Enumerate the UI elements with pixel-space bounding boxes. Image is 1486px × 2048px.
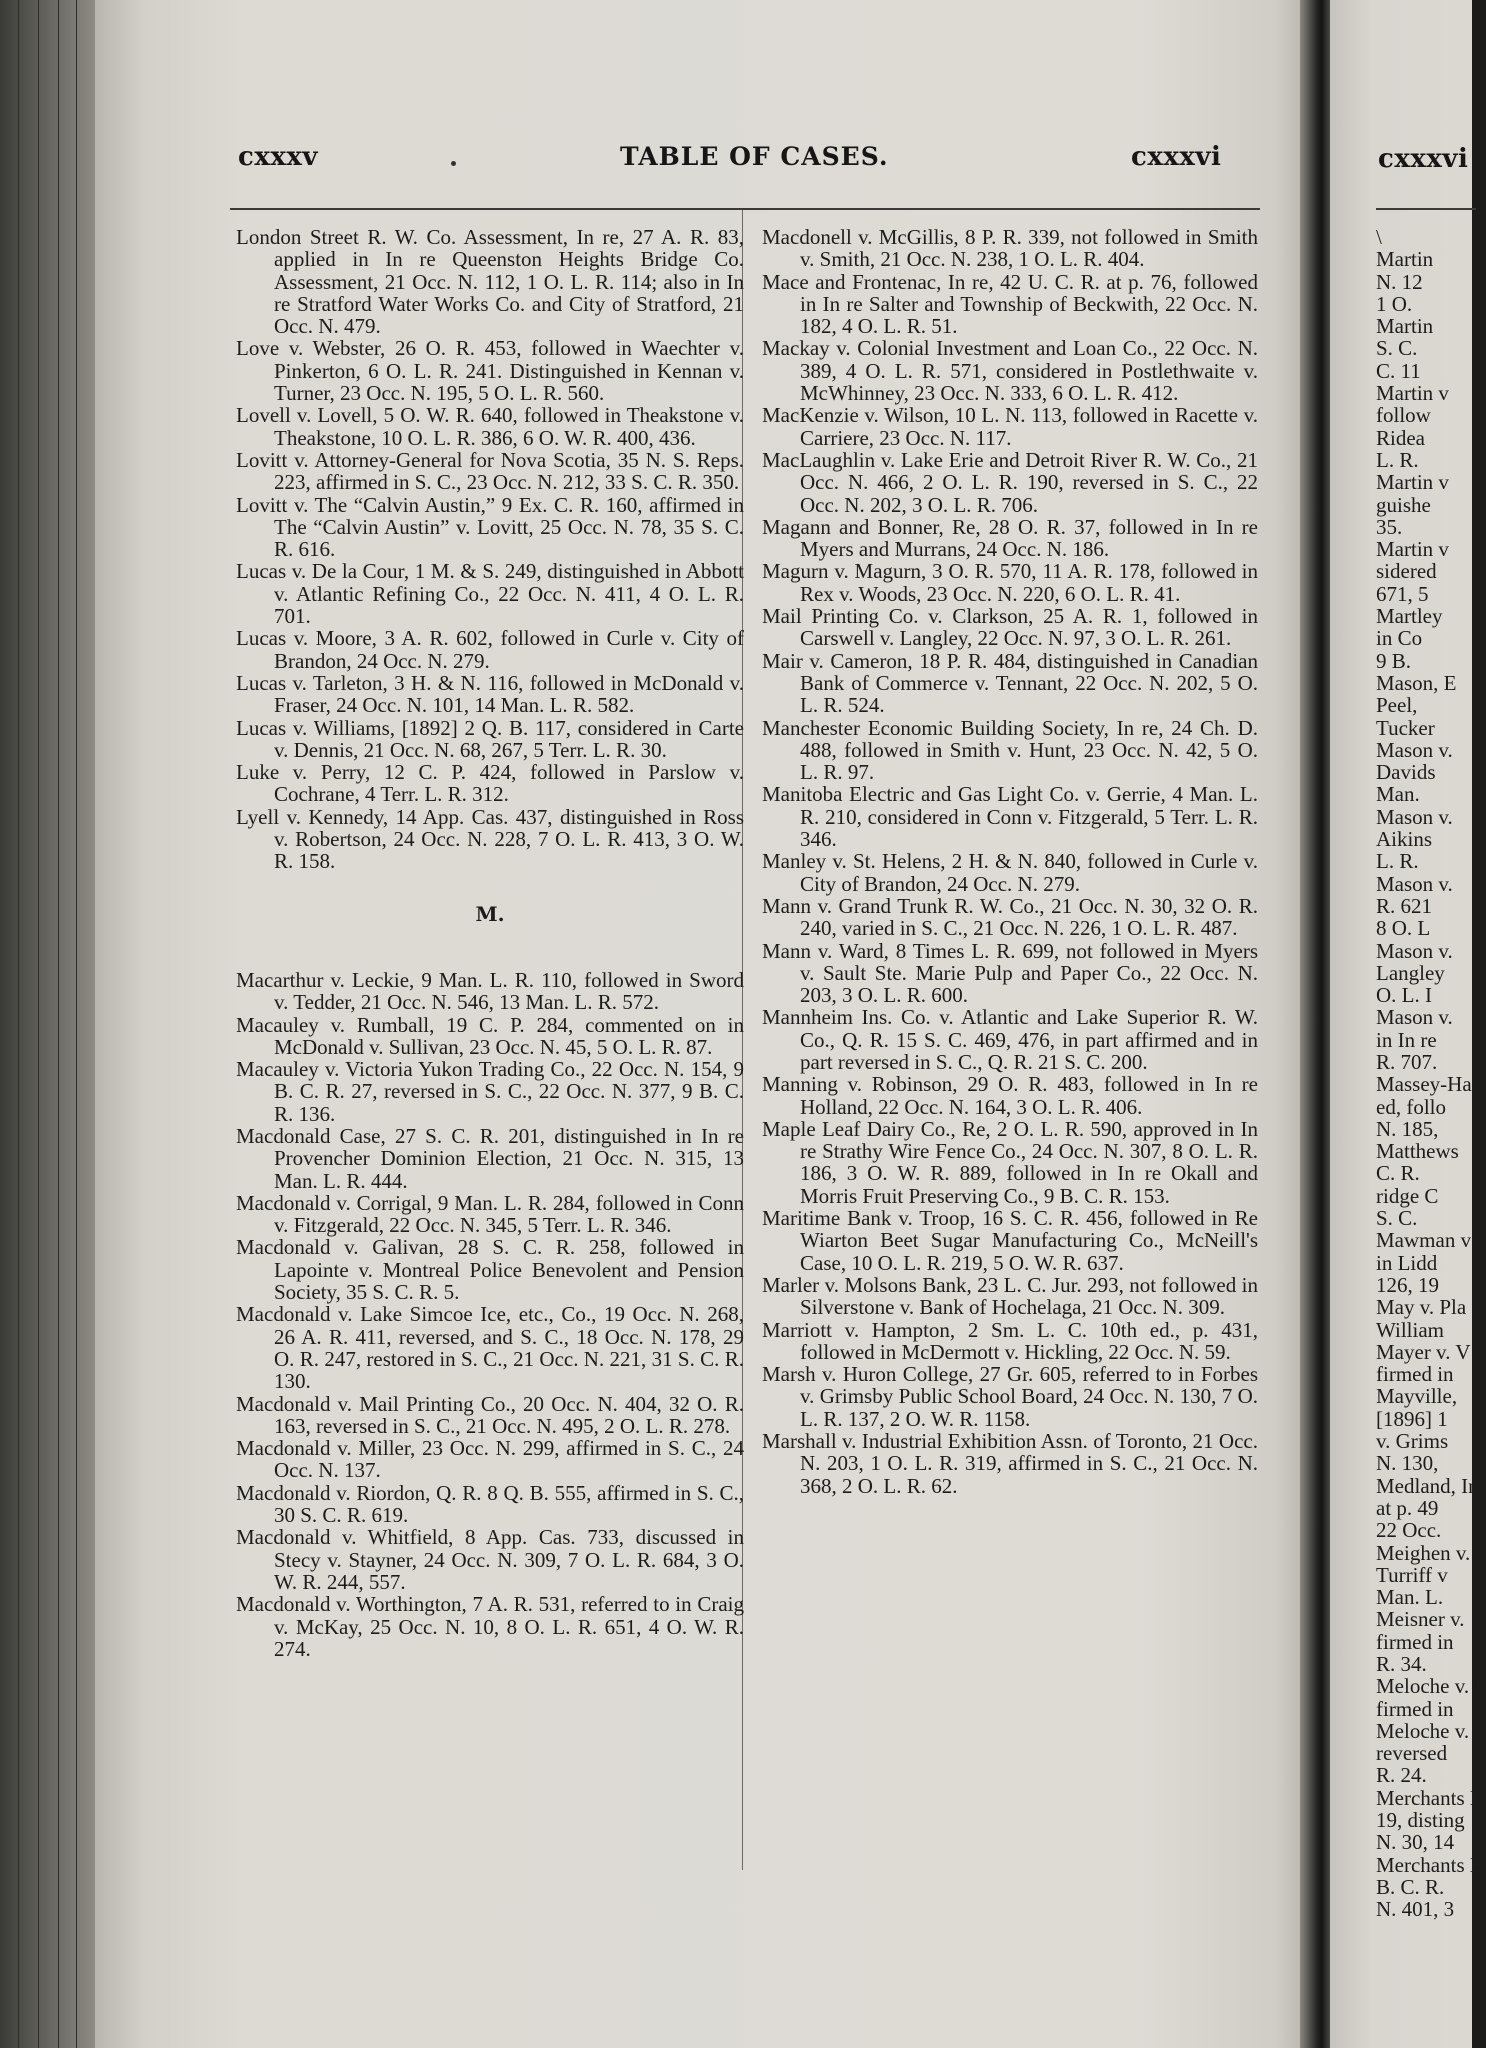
- right-page-number: cxxxvi: [1131, 142, 1222, 172]
- case-entry: Lucas v. Tarleton, 3 H. & N. 116, followed in McDonald v. Fraser, 24 Occ. N. 101, 14 Man. L. R. 582.: [236, 670, 744, 718]
- far-right-page-number: cxxxvi: [1378, 144, 1469, 174]
- fragment-line: 22 Occ.: [1376, 1518, 1442, 1543]
- fragment-line: Aikins: [1376, 827, 1433, 852]
- case-entry: Maple Leaf Dairy Co., Re, 2 O. L. R. 590, approved in In re Strathy Wire Fence Co., 24 Occ. N. 307, 8 O. L. R. 186, 3 O. W. R. 889, followed in In re Okall and Morris Fruit Preserving Co., 9 B. C. R. 153.: [762, 1116, 1258, 1208]
- middle-column: [762, 226, 1258, 1497]
- fragment-line: 8 O. L: [1376, 916, 1431, 941]
- page-title: TABLE OF CASES.: [620, 142, 889, 171]
- fragment-line: Langley: [1376, 960, 1445, 985]
- middle-entries: [762, 226, 1258, 1497]
- page-edge-line: [58, 0, 59, 2048]
- fragment-line: N. 401, 3: [1376, 1897, 1455, 1922]
- case-entry: Manning v. Robinson, 29 O. R. 483, followed in In re Holland, 22 Occ. N. 164, 3 O. L. R. 406.: [762, 1072, 1258, 1119]
- fragment-line: Meloche v.: [1376, 1718, 1470, 1743]
- fragment-line: 1 O.: [1376, 291, 1413, 316]
- section-letter: M.: [475, 901, 505, 926]
- case-entry: Macdonald v. Riordon, Q. R. 8 Q. B. 555, affirmed in S. C., 30 S. C. R. 619.: [236, 1480, 744, 1528]
- fragment-line: B. C. R.: [1376, 1874, 1445, 1899]
- fragment-line: N. 12: [1376, 269, 1423, 294]
- case-entry: Macdonald v. Whitfield, 8 App. Cas. 733, discussed in Stecy v. Stayner, 24 Occ. N. 309, 7 O. L. R. 684, 3 O. W. R. 244, 557.: [236, 1525, 744, 1594]
- far-right-header-rule: [1376, 208, 1476, 210]
- fragment-line: ed, follo: [1376, 1094, 1446, 1119]
- fragment-line: at p. 49: [1376, 1495, 1439, 1520]
- fragment-line: Meisner v.: [1376, 1607, 1465, 1632]
- fragment-line: 9 B.: [1376, 648, 1412, 673]
- fragment-line: Man. L.: [1376, 1585, 1444, 1610]
- fragment-line: William: [1376, 1317, 1444, 1342]
- fragment-line: R. 34.: [1376, 1652, 1427, 1676]
- case-entry: Macdonald Case, 27 S. C. R. 201, distinguished in In re Provencher Dominion Election, 21 Occ. N. 315, 13 Man. L. R. 444.: [236, 1123, 744, 1193]
- fragment-line: S. C.: [1376, 336, 1418, 361]
- left-column: [236, 226, 744, 1660]
- header-dot: [451, 161, 456, 166]
- case-entry: Mace and Frontenac, In re, 42 U. C. R. at p. 76, followed in In re Salter and Township of Beckwith, 22 Occ. N. 182, 4 O. L. R. 51.: [762, 269, 1258, 339]
- fragment-line: N. 30, 14: [1376, 1830, 1455, 1855]
- fragment-line: Mason v.: [1376, 804, 1453, 829]
- fragment-line: C. 11: [1376, 358, 1421, 383]
- fragment-line: ridge C: [1376, 1183, 1439, 1208]
- case-entry: Macdonell v. McGillis, 8 P. R. 339, not followed in Smith v. Smith, 21 Occ. N. 238, 1 O. L. R. 404.: [762, 225, 1258, 272]
- fragment-line: Martley: [1376, 604, 1443, 629]
- fragment-line: R. 24.: [1376, 1763, 1427, 1788]
- fragment-line: Mason v.: [1376, 1005, 1453, 1030]
- fragment-line: S. C.: [1376, 1206, 1418, 1231]
- case-entry: Lyell v. Kennedy, 14 App. Cas. 437, distinguished in Ross v. Robertson, 24 Occ. N. 228, 7 O. L. R. 413, 3 O. W. R. 158.: [236, 804, 744, 874]
- case-entry: London Street R. W. Co. Assessment, In re, 27 A. R. 83, applied in In re Queenston Heights Bridge Co. Assessment, 21 Occ. N. 112, 1 O. L. R. 114; also in In re Stratford Water Works Co. and City of Stratford, 21 Occ. N. 479.: [236, 225, 744, 339]
- fragment-line: firmed in: [1376, 1629, 1454, 1654]
- fragment-line: Ridea: [1376, 425, 1425, 450]
- case-entry: Macdonald v. Corrigal, 9 Man. L. R. 284, followed in Conn v. Fitzgerald, 22 Occ. N. 345, 5 Terr. L. R. 346.: [236, 1190, 744, 1238]
- fragment-line: R. 707.: [1376, 1049, 1438, 1074]
- case-entry: Mail Printing Co. v. Clarkson, 25 A. R. 1, followed in Carswell v. Langley, 22 Occ. N. 97, 3 O. L. R. 261.: [762, 604, 1258, 651]
- case-entry: MacKenzie v. Wilson, 10 L. N. 113, followed in Racette v. Carriere, 23 Occ. N. 117.: [762, 403, 1258, 450]
- fragment-line: sidered: [1376, 559, 1437, 584]
- fragment-line: 35.: [1376, 514, 1403, 539]
- case-entry: Marsh v. Huron College, 27 Gr. 605, referred to in Forbes v. Grimsby Public School Board, 24 Occ. N. 130, 7 O. L. R. 137, 2 O. W. R. 1158.: [762, 1362, 1258, 1431]
- fragment-line: C. R.: [1376, 1161, 1420, 1186]
- fragment-line: L. R.: [1376, 849, 1419, 874]
- case-entry: Manitoba Electric and Gas Light Co. v. Gerrie, 4 Man. L. R. 210, considered in Conn v. Fitzgerald, 5 Terr. L. R. 346.: [762, 782, 1258, 852]
- fragment-line: guishe: [1376, 492, 1431, 517]
- fragment-line: Mason, E: [1376, 670, 1457, 695]
- fragment-line: firmed in: [1376, 1696, 1454, 1721]
- fragment-line: O. L. I: [1376, 983, 1432, 1008]
- case-entry: Macdonald v. Mail Printing Co., 20 Occ. N. 404, 32 O. R. 163, reversed in S. C., 21 Occ. N. 495, 2 O. L. R. 278.: [236, 1391, 744, 1438]
- fragment-line: Meighen v.: [1376, 1540, 1471, 1565]
- case-entry: MacLaughlin v. Lake Erie and Detroit River R. W. Co., 21 Occ. N. 466, 2 O. L. R. 190, reversed in S. C., 22 Occ. N. 202, 3 O. L. R. 706.: [762, 447, 1258, 517]
- fragment-line: Davids: [1376, 760, 1436, 785]
- fragment-line: v. Grims: [1376, 1429, 1449, 1454]
- page-edge-line: [18, 0, 19, 2048]
- case-entry: Lovell v. Lovell, 5 O. W. R. 640, followed in Theakstone v. Theakstone, 10 O. L. R. 386, 6 O. W. R. 400, 436.: [236, 403, 744, 450]
- fragment-line: 671, 5: [1376, 581, 1429, 606]
- fragment-line: \: [1376, 225, 1382, 249]
- fragment-line: N. 130,: [1376, 1451, 1439, 1476]
- case-entry: Macdonald v. Lake Simcoe Ice, etc., Co., 19 Occ. N. 268, 26 A. R. 411, reversed, and S. C., 18 Occ. N. 178, 29 O. R. 247, restored in S. C., 21 Occ. N. 221, 31 S. C. R. 130.: [236, 1302, 744, 1394]
- fragment-line: L. R.: [1376, 447, 1419, 472]
- fragment-line: in Lidd: [1376, 1250, 1438, 1275]
- case-entry: Marriott v. Hampton, 2 Sm. L. C. 10th ed., p. 431, followed in McDermott v. Hickling, 22 Occ. N. 59.: [762, 1317, 1258, 1364]
- fragment-line: N. 185,: [1376, 1116, 1439, 1141]
- fragment-line: Martin: [1376, 247, 1434, 272]
- case-entry: Macauley v. Victoria Yukon Trading Co., 22 Occ. N. 154, 9 B. C. R. 27, reversed in S. C., 22 Occ. N. 377, 9 B. C. R. 136.: [236, 1057, 744, 1126]
- fragment-line: Turriff v: [1376, 1562, 1448, 1587]
- fragment-line: May v. Pla: [1376, 1295, 1467, 1320]
- case-entry: Magann and Bonner, Re, 28 O. R. 37, followed in In re Myers and Murrans, 24 Occ. N. 186.: [762, 514, 1258, 562]
- fragment-line: Martin v: [1376, 470, 1449, 495]
- case-entry: Lucas v. Moore, 3 A. R. 602, followed in Curle v. City of Brandon, 24 Occ. N. 279.: [236, 626, 744, 673]
- left-entries-after: [236, 969, 744, 1660]
- case-entry: Manley v. St. Helens, 2 H. & N. 840, followed in Curle v. City of Brandon, 24 Occ. N. 279.: [762, 849, 1258, 896]
- case-entry: Macdonald v. Miller, 23 Occ. N. 299, affirmed in S. C., 24 Occ. N. 137.: [236, 1436, 744, 1483]
- fragment-line: Matthews: [1376, 1139, 1459, 1164]
- fragment-line: Medland, In: [1376, 1473, 1479, 1498]
- fragment-line: Mason v.: [1376, 938, 1453, 963]
- fragment-line: Mason v.: [1376, 871, 1453, 896]
- fragment-line: Merchants B: [1376, 1852, 1484, 1877]
- left-page-number: cxxxv: [238, 142, 318, 172]
- case-entry: Mair v. Cameron, 18 P. R. 484, distinguished in Canadian Bank of Commerce v. Tennant, 22 Occ. N. 202, 5 O. L. R. 524.: [762, 648, 1258, 718]
- fragment-line: Massey-Ha: [1376, 1072, 1472, 1097]
- case-entry: Mann v. Grand Trunk R. W. Co., 21 Occ. N. 30, 32 O. R. 240, varied in S. C., 21 Occ. N. 226, 1 O. L. R. 487.: [762, 893, 1258, 941]
- case-entry: Manchester Economic Building Society, In re, 24 Ch. D. 488, followed in Smith v. Hunt, 23 Occ. N. 42, 5 O. L. R. 97.: [762, 715, 1258, 785]
- case-entry: Mackay v. Colonial Investment and Loan Co., 22 Occ. N. 389, 4 O. L. R. 571, considered in Postlethwaite v. McWhinney, 23 Occ. N. 333, 6 O. L. R. 412.: [762, 336, 1258, 406]
- fragment-line: Meloche v. I: [1376, 1674, 1482, 1699]
- left-entries-before: [236, 226, 744, 873]
- fragment-line: in Co: [1376, 626, 1423, 651]
- case-entry: Macarthur v. Leckie, 9 Man. L. R. 110, followed in Sword v. Tedder, 21 Occ. N. 546, 13 Man. L. R. 572.: [236, 967, 744, 1015]
- fragment-line: 19, disting: [1376, 1808, 1465, 1833]
- case-entry: Lucas v. De la Cour, 1 M. & S. 249, distinguished in Abbott v. Atlantic Refining Co., 22 Occ. N. 411, 4 O. L. R. 701.: [236, 559, 744, 629]
- case-entry: Lucas v. Williams, [1892] 2 Q. B. 117, considered in Carte v. Dennis, 21 Occ. N. 68, 267, 5 Terr. L. R. 30.: [236, 715, 744, 762]
- book-spine-edge: [0, 0, 95, 2048]
- fragment-line: in In re: [1376, 1027, 1437, 1052]
- fragment-line: Peel,: [1376, 693, 1418, 718]
- fragment-line: Man.: [1376, 782, 1420, 807]
- fragment-line: [1896] 1: [1376, 1406, 1448, 1431]
- case-entry: Mannheim Ins. Co. v. Atlantic and Lake Superior R. W. Co., Q. R. 15 S. C. 469, 476, in part affirmed and in part reversed in S. C., Q. R. 21 S. C. 200.: [762, 1005, 1258, 1074]
- right-page-fragment: [1376, 226, 1486, 1921]
- fragment-line: Mason v.: [1376, 737, 1453, 762]
- case-entry: Macauley v. Rumball, 19 C. P. 284, commented on in McDonald v. Sullivan, 23 Occ. N. 45, 5 O. L. R. 87.: [236, 1012, 744, 1059]
- case-entry: Lovitt v. The “Calvin Austin,” 9 Ex. C. R. 160, affirmed in The “Calvin Austin” v. Lovitt, 25 Occ. N. 78, 35 S. C. R. 616.: [236, 492, 744, 562]
- case-entry: Lovitt v. Attorney-General for Nova Scotia, 35 N. S. Reps. 223, affirmed in S. C., 23 Occ. N. 212, 33 S. C. R. 350.: [236, 447, 744, 495]
- fragment-line: Mayer v. V: [1376, 1339, 1471, 1364]
- case-entry: Magurn v. Magurn, 3 O. R. 570, 11 A. R. 178, followed in Rex v. Woods, 23 Occ. N. 220, 6 O. L. R. 41.: [762, 559, 1258, 606]
- fragment-line: Mawman v: [1376, 1228, 1472, 1253]
- fragment-line: Tucker: [1376, 715, 1435, 740]
- fragment-line: 126, 19: [1376, 1272, 1439, 1297]
- fragment-line: Martin: [1376, 314, 1434, 339]
- fragment-line: Martin v: [1376, 537, 1449, 562]
- case-entry: Macdonald v. Galivan, 28 S. C. R. 258, followed in Lapointe v. Montreal Police Benevolent and Pension Society, 35 S. C. R. 5.: [236, 1235, 744, 1305]
- fragment-line: Martin v: [1376, 381, 1449, 406]
- case-entry: Macdonald v. Worthington, 7 A. R. 531, referred to in Craig v. McKay, 25 Occ. N. 10, 8 O. L. R. 651, 4 O. W. R. 274.: [236, 1592, 744, 1661]
- case-entry: Maritime Bank v. Troop, 16 S. C. R. 456, followed in Re Wiarton Beet Sugar Manufacturing Co., McNeill's Case, 10 O. L. R. 219, 5 O. W. R. 637.: [762, 1206, 1258, 1275]
- case-entry: Luke v. Perry, 12 C. P. 424, followed in Parslow v. Cochrane, 4 Terr. L. R. 312.: [236, 760, 744, 807]
- fragment-line: R. 621: [1376, 893, 1433, 918]
- header-rule: [230, 208, 1260, 210]
- page-edge-line: [76, 0, 77, 2048]
- case-entry: Marler v. Molsons Bank, 23 L. C. Jur. 293, not followed in Silverstone v. Bank of Hochelaga, 21 Occ. N. 309.: [762, 1272, 1258, 1320]
- fragment-line: reversed: [1376, 1741, 1448, 1766]
- page-edge-line: [38, 0, 39, 2048]
- fragment-line: Mayville,: [1376, 1384, 1458, 1409]
- fragment-line: Merchants B: [1376, 1785, 1484, 1810]
- fragment-line: follow: [1376, 403, 1431, 428]
- case-entry: Mann v. Ward, 8 Times L. R. 699, not followed in Myers v. Sault Ste. Marie Pulp and Paper Co., 22 Occ. N. 203, 3 O. L. R. 600.: [762, 938, 1258, 1008]
- fragment-line: firmed in: [1376, 1362, 1454, 1387]
- case-entry: Love v. Webster, 26 O. R. 453, followed in Waechter v. Pinkerton, 6 O. L. R. 241. Distinguished in Kennan v. Turner, 23 Occ. N. 195, 5 O. L. R. 560.: [236, 336, 744, 406]
- case-entry: Marshall v. Industrial Exhibition Assn. of Toronto, 21 Occ. N. 203, 1 O. L. R. 319, affirmed in S. C., 21 Occ. N. 368, 2 O. L. R. 62.: [762, 1429, 1258, 1498]
